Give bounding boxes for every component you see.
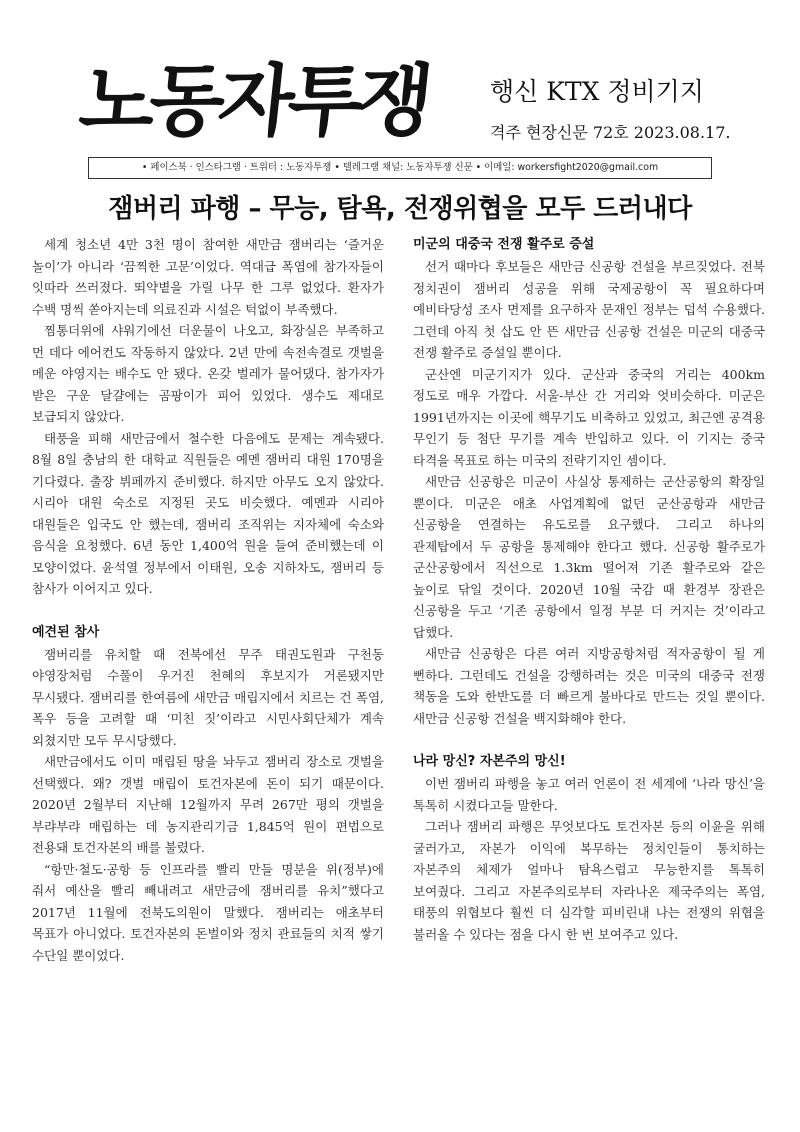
left-column xyxy=(32,234,384,966)
section-heading: 미군의 대중국 전쟁 활주로 증설 xyxy=(413,237,595,252)
paragraph: 태풍을 피해 새만금에서 철수한 다음에도 문제는 계속됐다. 8월 8일 충남의 한 대학교 직원들은 예멘 잼버리 대원 170명을 기다렸다. 출장 뷔페까지 준비했다. 하지만 아무도 오지 않았다. 시리아 대원 숙소로 지정된 곳도 비슷했다. 예멘과 시리아 대원들은 입국도 안 했는데, 잼버리 조직위는 지자체에 숙소와 음식을 요청했다. 6년 동안 1,400억 원을 들여 준비했는데 이 모양이었다. 윤석열 정부에서 이태원, 오송 지하차도, 잼버리 등 참사가 이어지고 있다. xyxy=(32,430,384,596)
paragraph: 이번 잼버리 파행을 놓고 여러 언론이 전 세계에 ‘나라 망신’을 톡톡히 시켰다고들 말한다. xyxy=(413,776,765,813)
section-heading: 나라 망신? 자본주의 망신! xyxy=(413,754,566,769)
paragraph: 그러나 잼버리 파행은 무엇보다도 토건자본 등의 이윤을 위해 굴러가고, 자본가 이익에 복무하는 정치인들이 통치하는 자본주의 체제가 얼마나 탐욕스럽고 무능한지를 톡톡히 보여줬다. 그리고 자본주의로부터 자라나온 제국주의는 폭염, 태풍의 위협보다 훨씬 더 심각할 피비린내 나는 전쟁의 위협을 불러올 수 있다는 점을 다시 한 번 보여주고 있다. xyxy=(413,819,765,942)
section-spacer xyxy=(32,600,384,622)
right-column xyxy=(413,234,765,945)
paragraph: 새만금에서도 이미 매립된 땅을 놔두고 잼버리 장소로 갯벌을 선택했다. 왜? 갯벌 매립이 토건자본에 돈이 되기 때문이다. 2020년 2월부터 지난해 12월까지 무려 267만 평의 갯벌을 부랴부랴 매립하는 데 농지관리기금 1,845억 원이 편법으로 전용돼 토건자본의 배를 불렸다. xyxy=(32,754,384,855)
newspaper-logo: 노동자투쟁 xyxy=(75,57,432,147)
contact-bar: • 페이스북 · 인스타그램 · 트위터 : 노동자투쟁 • 텔레그램 채널: 노동자투쟁 신문 • 이메일: workersfight2020@gmail.com xyxy=(88,157,712,179)
paragraph: 세계 청소년 4만 3천 명이 참여한 새만금 잼버리는 ‘즐거운 놀이’가 아니라 ‘끔찍한 고문’이었다. 역대급 폭염에 참가자들이 잇따라 쓰러졌다. 뙤약볕을 가릴 나무 한 그루 없었다. 환자가 수백 명씩 쏟아지는데 의료진과 시설은 턱없이 부족했다. xyxy=(32,237,384,317)
paragraph: 군산엔 미군기지가 있다. 군산과 중국의 거리는 400km 정도로 매우 가깝다. 서울-부산 간 거리와 엇비슷하다. 미군은 1991년까지는 이곳에 핵무기도 비축하고 있었고, 최근엔 공격용 무인기 등 첨단 무기를 계속 반입하고 있다. 이 기지는 중국 타격을 목표로 하는 미국의 전략기지인 셈이다. xyxy=(413,366,765,468)
section-heading: 예견된 참사 xyxy=(32,624,100,640)
paragraph: 찜통더위에 샤워기에선 더운물이 나오고, 화장실은 부족하고 먼 데다 에어컨도 작동하지 않았다. 2년 만에 속전속결로 갯벌을 메운 야영지는 배수도 안 됐다. 온갖 벌레가 물어댔다. 참가자가 받은 구운 달걀에는 곰팡이가 피어 있었다. 생수도 제대로 보급되지 않았다. xyxy=(32,323,384,424)
masthead xyxy=(70,52,750,152)
paragraph: 새만금 신공항은 다른 여러 지방공항처럼 적자공항이 될 게 뻔하다. 그런데도 건설을 강행하려는 것은 미국의 대중국 전쟁 책동을 도와 한반도를 더 빠르게 불바다로 만드는 것일 뿐이다. 새만금 신공항 건설을 백지화해야 한다. xyxy=(413,646,765,726)
article-headline: 잼버리 파행 – 무능, 탐욕, 전쟁위협을 모두 드러내다 xyxy=(108,194,692,224)
section-spacer xyxy=(413,729,765,751)
paragraph: “항만·철도·공항 등 인프라를 빨리 만들 명분을 위(정부)에 줘서 예산을 빨리 빼내려고 새만금에 잼버리를 유치”했다고 2017년 11월에 전북도의원이 말했다. 잼버리는 애초부터 목표가 아니었다. 토건자본의 돈벌이와 정치 관료들의 치적 쌓기 수단일 뿐이었다. xyxy=(32,861,384,963)
paragraph: 잼버리를 유치할 때 전북에선 무주 태권도원과 구천동 야영장처럼 수풀이 우거진 천혜의 후보지가 거론됐지만 무시됐다. 잼버리를 한여름에 새만금 매립지에서 치르는 건 폭염, 폭우 등을 고려할 때 ‘미친 짓’이라고 시민사회단체가 계속 외쳤지만 모두 무시당했다. xyxy=(32,646,384,748)
paragraph: 선거 때마다 후보들은 새만금 신공항 건설을 부르짖었다. 전북 정치권이 잼버리 성공을 위해 국제공항이 꼭 필요하다며 예비타당성 조사 면제를 요구하자 문재인 정부는 덥석 수용했다. 그런데 아직 첫 삽도 안 뜬 새만금 신공항 건설은 미군의 대중국 전쟁 활주로 증설일 뿐이다. xyxy=(413,259,765,360)
paragraph: 새만금 신공항은 미군이 사실상 통제하는 군산공항의 확장일 뿐이다. 미군은 애초 사업계획에 없던 군산공항과 새만금 신공항을 연결하는 유도로를 요구했다. 그리고 하나의 관제탑에서 두 공항을 통제해야 한다고 했다. 신공항 활주로가 군산공항에서 직선으로 1.3km 떨어져 기존 활주로와 같은 높이로 닦일 것이다. 2020년 10월 국감 때 환경부 장관은 신공항을 두고 ‘기존 공항에서 일정 부분 더 커지는 것’이라고 답했다. xyxy=(413,474,765,640)
workplace-name: 행신 KTX 정비기지 xyxy=(490,77,704,106)
issue-info: 격주 현장신문 72호 2023.08.17. xyxy=(490,123,731,142)
